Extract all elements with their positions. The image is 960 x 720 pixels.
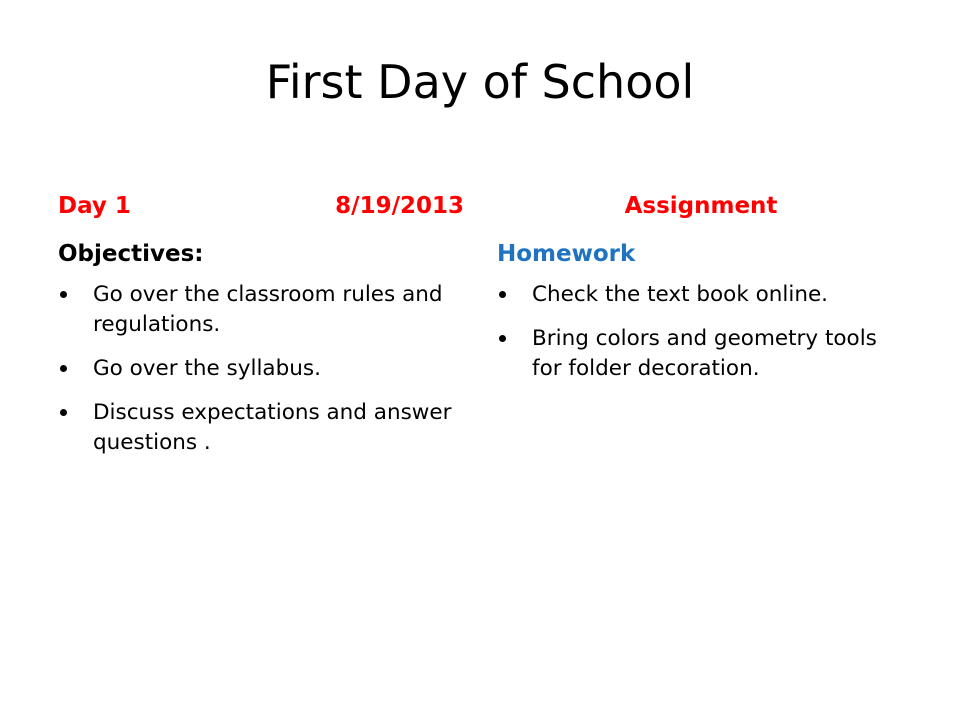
list-item-text: Bring colors and geometry tools for folder decoration.	[532, 326, 877, 381]
list-item-text: Discuss expectations and answer questions .	[93, 400, 452, 455]
list-item	[58, 354, 464, 384]
assignment-heading: Assignment	[624, 193, 778, 219]
slide-title: First Day of School	[265, 55, 695, 109]
objectives-list	[58, 280, 464, 458]
bullet-dot-icon	[499, 335, 506, 342]
objectives-heading: Objectives:	[58, 241, 204, 267]
bullet-dot-icon	[499, 291, 506, 298]
left-column	[58, 190, 464, 472]
list-item	[58, 280, 464, 340]
homework-list	[497, 280, 905, 384]
bullet-dot-icon	[60, 365, 67, 372]
date-label: 8/19/2013	[335, 193, 464, 219]
list-item	[497, 324, 905, 384]
right-column	[497, 190, 905, 398]
list-item	[58, 398, 464, 458]
list-item-text: Go over the classroom rules and regulations.	[93, 282, 443, 337]
day-header	[58, 190, 464, 224]
bullet-dot-icon	[60, 409, 67, 416]
day-label: Day 1	[58, 193, 131, 219]
list-item-text: Go over the syllabus.	[93, 356, 321, 381]
list-item-text: Check the text book online.	[532, 282, 829, 307]
homework-heading: Homework	[497, 241, 636, 267]
list-item	[497, 280, 905, 310]
bullet-dot-icon	[60, 291, 67, 298]
